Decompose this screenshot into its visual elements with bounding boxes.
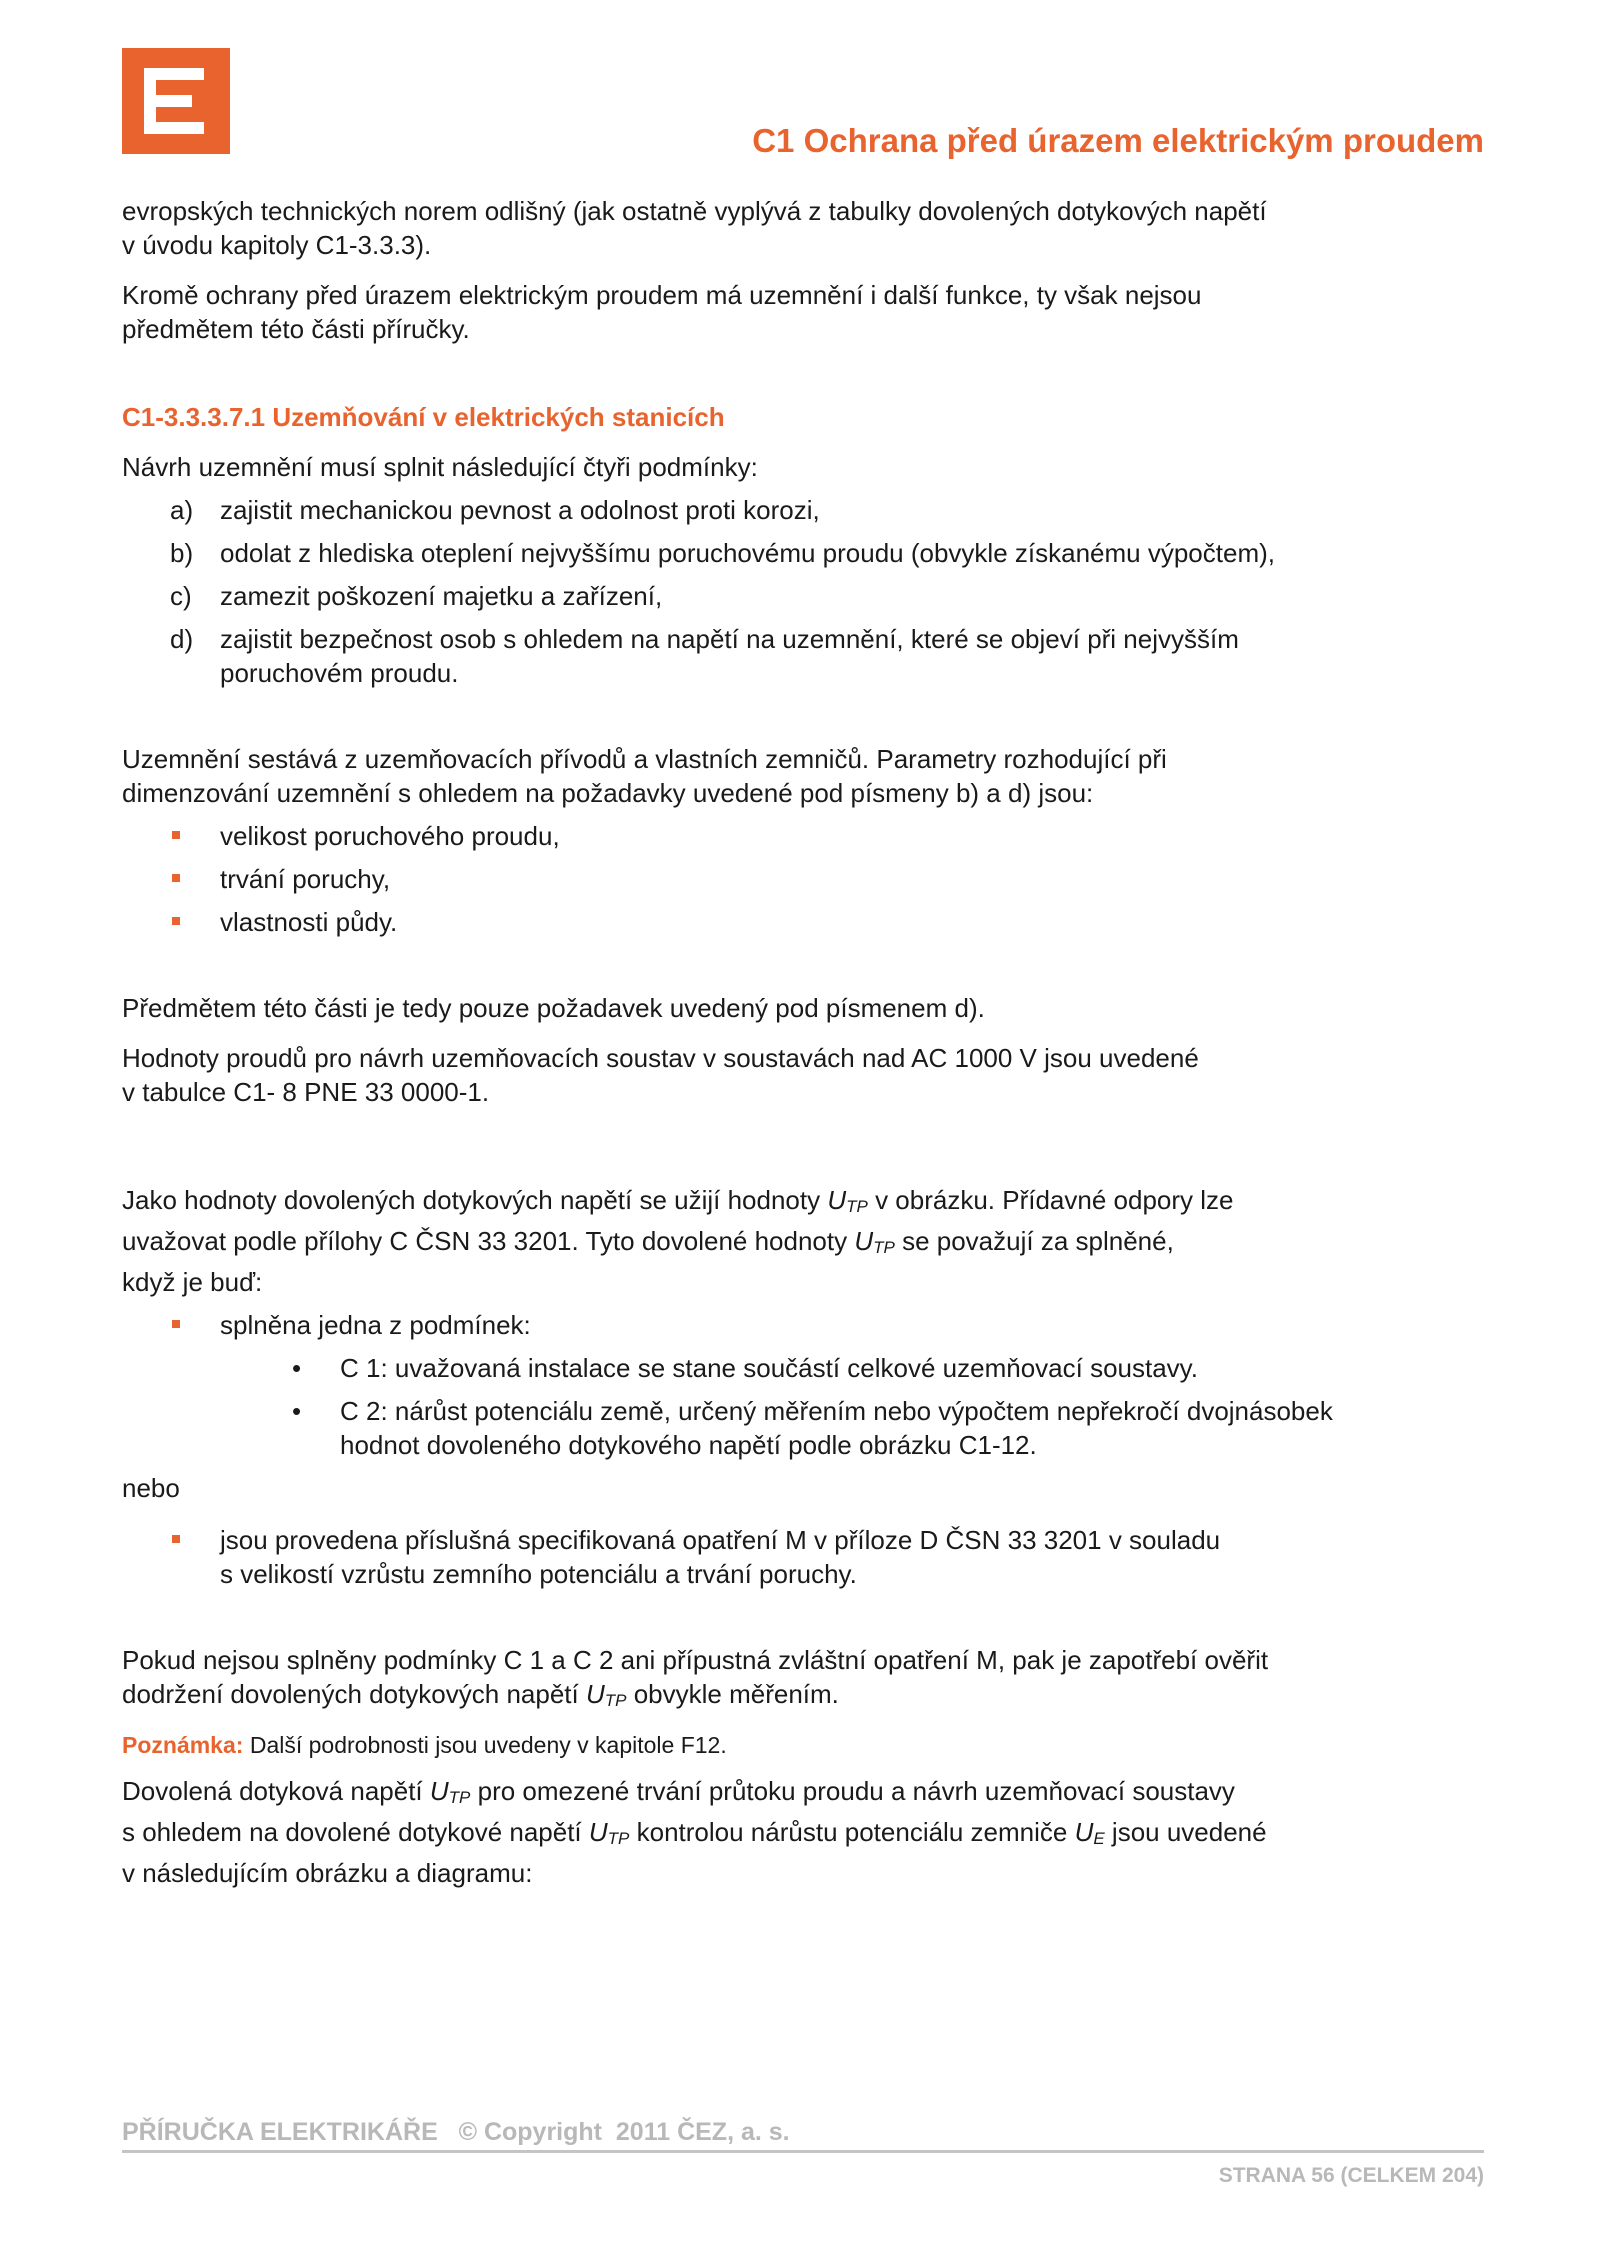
list-marker: a): [170, 495, 194, 525]
conditions-intro: Návrh uzemnění musí splnit následující čtyři podmínky:: [122, 452, 758, 482]
list-marker: d): [170, 624, 194, 654]
list-item-text: poruchovém proudu.: [220, 658, 459, 688]
list-item-text: odolat z hlediska oteplení nejvyššímu poruchovému proudu (obvykle získanému výpočtem),: [220, 538, 1275, 568]
list-item-text: jsou provedena příslušná specifikovaná opatření M v příloze D ČSN 33 3201 v souladu: [220, 1525, 1221, 1555]
values-paragraph: [122, 1041, 1484, 1109]
list-item-text: velikost poruchového proudu,: [220, 821, 560, 851]
text-run: kontrolou nárůstu potenciálu zemniče: [629, 1817, 1075, 1847]
list-item-text: hodnot dovoleného dotykového napětí podle obrázku C1-12.: [340, 1430, 1037, 1460]
bullet-icon: •: [292, 1396, 302, 1426]
list-item-text: zamezit poškození majetku a zařízení,: [220, 581, 663, 611]
text-run: pro omezené trvání průtoku proudu a návrh uzemňovací soustavy: [470, 1776, 1235, 1806]
measure-paragraph: [122, 1643, 1484, 1718]
list-item: [122, 1308, 1484, 1342]
intro-paragraph-1: [122, 194, 1484, 262]
text-run: jsou uvedené: [1104, 1817, 1267, 1847]
list-item-text: s velikostí vzrůstu zemního potenciálu a trvání poruchy.: [220, 1559, 857, 1589]
list-item: [122, 905, 1484, 939]
symbol-u: U: [854, 1226, 874, 1256]
text-line: evropských technických norem odlišný (jak ostatně vyplývá z tabulky dovolených dotykových napětí: [122, 196, 1267, 226]
subscript-tp: TP: [448, 1788, 471, 1807]
list-item: [122, 622, 1484, 690]
or-label: nebo: [122, 1473, 180, 1503]
square-bullet-icon: [172, 874, 180, 882]
text-line: Hodnoty proudů pro návrh uzemňovacích soustav v soustavách nad AC 1000 V jsou uvedené: [122, 1043, 1199, 1073]
text-run: se považují za splněné,: [894, 1226, 1174, 1256]
body-content: [122, 194, 1484, 1906]
subscript-tp: TP: [607, 1829, 630, 1848]
text-run: Jako hodnoty dovolených dotykových napětí se užijí hodnoty: [122, 1185, 828, 1215]
final-paragraph: [122, 1774, 1484, 1890]
square-bullet-icon: [172, 917, 180, 925]
list-marker: b): [170, 538, 194, 568]
square-bullet-icon: [172, 1535, 180, 1543]
text-run: dodržení dovolených dotykových napětí: [122, 1679, 586, 1709]
list-item: [122, 493, 1484, 527]
conditions-list: [122, 493, 1484, 690]
footer-divider: [122, 2150, 1484, 2153]
list-item-text: trvání poruchy,: [220, 864, 391, 894]
list-item: [122, 536, 1484, 570]
list-item: [122, 862, 1484, 896]
note-label: Poznámka:: [122, 1732, 244, 1758]
page-number: STRANA 56 (CELKEM 204): [1218, 2164, 1484, 2187]
sub-conditions-list: [122, 1351, 1484, 1462]
text-line: Kromě ochrany před úrazem elektrickým proudem má uzemnění i další funkce, ty však nejsou: [122, 280, 1202, 310]
text-line: Uzemnění sestává z uzemňovacích přívodů a vlastních zemničů. Parametry rozhodující při: [122, 744, 1167, 774]
list-item: [122, 1523, 1484, 1591]
text-run: když je buď:: [122, 1267, 263, 1297]
square-bullet-icon: [172, 1320, 180, 1328]
list-marker: c): [170, 581, 192, 611]
cez-logo: [122, 48, 230, 154]
bullet-icon: •: [292, 1353, 302, 1383]
text-run: Dovolená dotyková napětí: [122, 1776, 430, 1806]
text-run: Pokud nejsou splněny podmínky C 1 a C 2 ani přípustná zvláštní opatření M, pak je zapotřebí ověřit: [122, 1645, 1269, 1675]
text-line: předmětem této části příručky.: [122, 314, 470, 344]
list-item-text: zajistit bezpečnost osob s ohledem na napětí na uzemnění, které se objeví při nejvyšším: [220, 624, 1239, 654]
chapter-title: C1 Ochrana před úrazem elektrickým proudem: [752, 122, 1484, 159]
text-line: v tabulce C1- 8 PNE 33 0000-1.: [122, 1077, 490, 1107]
params-paragraph: [122, 742, 1484, 810]
text-line: dimenzování uzemnění s ohledem na požadavky uvedené pod písmeny b) a d) jsou:: [122, 778, 1094, 808]
note-text: Další podrobnosti jsou uvedeny v kapitole F12.: [243, 1732, 727, 1758]
text-run: uvažovat podle přílohy C ČSN 33 3201. Tyto dovolené hodnoty: [122, 1226, 855, 1256]
list-item: [122, 1394, 1484, 1462]
option-list-2: [122, 1523, 1484, 1591]
list-item-text: zajistit mechanickou pevnost a odolnost proti korozi,: [220, 495, 820, 525]
symbol-u: U: [1074, 1817, 1094, 1847]
square-bullet-icon: [172, 831, 180, 839]
list-item: [122, 579, 1484, 613]
text-line: v úvodu kapitoly C1-3.3.3).: [122, 230, 432, 260]
params-list: [122, 819, 1484, 939]
subscript-e: E: [1093, 1829, 1105, 1848]
list-item-text: splněna jedna z podmínek:: [220, 1310, 531, 1340]
text-run: s ohledem na dovolené dotykové napětí: [122, 1817, 589, 1847]
symbol-u: U: [827, 1185, 847, 1215]
list-item-text: vlastnosti půdy.: [220, 907, 398, 937]
option-list-1: [122, 1308, 1484, 1342]
list-item: [122, 819, 1484, 853]
text-run: v obrázku. Přídavné odpory lze: [867, 1185, 1234, 1215]
section-heading: C1-3.3.3.7.1 Uzemňování v elektrických stanicích: [122, 402, 725, 432]
text-run: obvykle měřením.: [626, 1679, 839, 1709]
text-run: v následujícím obrázku a diagramu:: [122, 1858, 533, 1888]
subscript-tp: TP: [604, 1691, 627, 1710]
note: [122, 1730, 1484, 1760]
list-item: [122, 1351, 1484, 1385]
symbol-u: U: [585, 1679, 605, 1709]
subject-paragraph: Předmětem této části je tedy pouze požadavek uvedený pod písmenem d).: [122, 993, 985, 1023]
list-item-text: C 1: uvažovaná instalace se stane součástí celkové uzemňovací soustavy.: [340, 1353, 1198, 1383]
subscript-tp: TP: [846, 1197, 868, 1216]
intro-paragraph-2: [122, 278, 1484, 346]
symbol-u: U: [429, 1776, 449, 1806]
touch-voltage-paragraph: [122, 1183, 1484, 1299]
list-item-text: C 2: nárůst potenciálu země, určený měřením nebo výpočtem nepřekročí dvojnásobek: [340, 1396, 1333, 1426]
subscript-tp: TP: [873, 1238, 895, 1257]
symbol-u: U: [588, 1817, 608, 1847]
footer-copyright: PŘÍRUČKA ELEKTRIKÁŘE © Copyright 2011 ČEZ, a. s.: [122, 2118, 790, 2146]
